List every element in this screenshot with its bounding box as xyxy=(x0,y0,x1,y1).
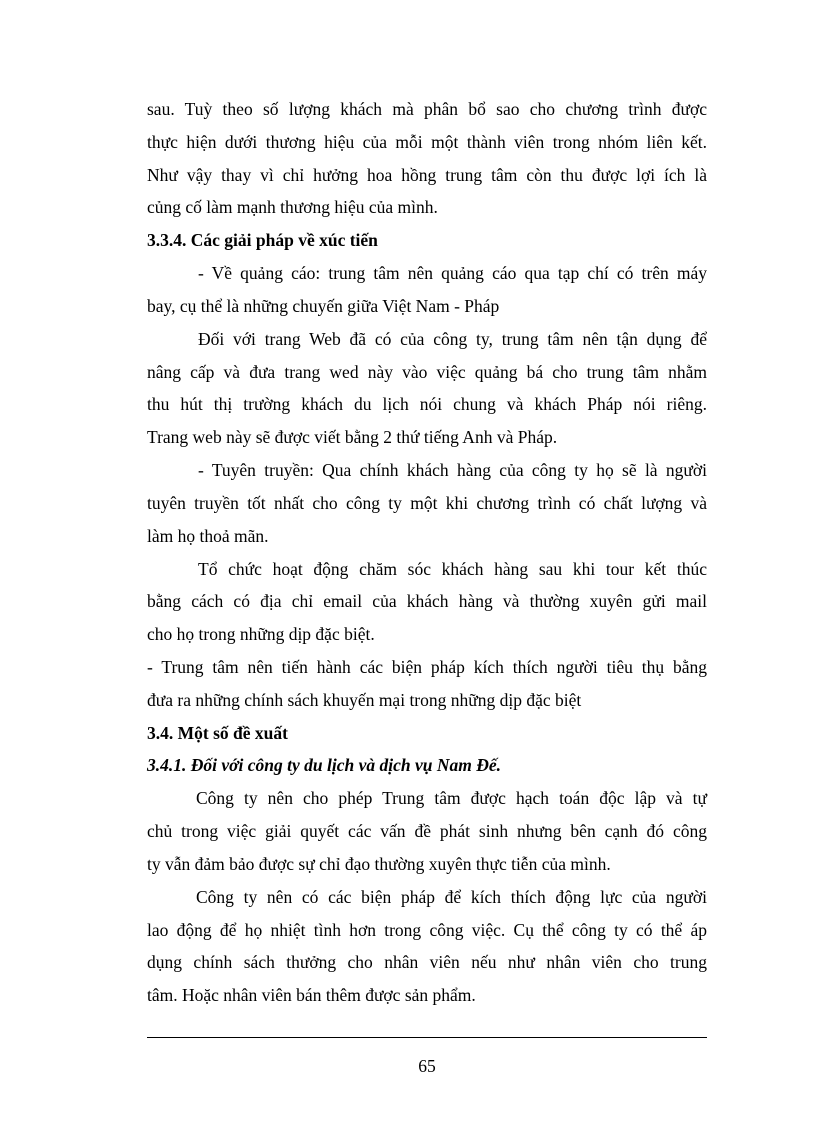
body-line: Công ty nên có các biện pháp để kích thích động lực của người xyxy=(196,887,707,907)
body-line: chủ trong việc giải quyết các vấn đề phát sinh nhưng bên cạnh đó công xyxy=(147,821,707,841)
body-line: củng cố làm mạnh thương hiệu của mình. xyxy=(147,197,438,217)
body-line: tuyên truyền tốt nhất cho công ty một khi chương trình có chất lượng và xyxy=(147,493,707,513)
body-line: thực hiện dưới thương hiệu của mỗi một thành viên trong nhóm liên kết. xyxy=(147,132,707,152)
body-line: làm họ thoả mãn. xyxy=(147,526,269,546)
section-heading-3-4: 3.4. Một số đề xuất xyxy=(147,723,288,743)
body-line: bằng cách có địa chỉ email của khách hàng và thường xuyên gửi mail xyxy=(147,591,707,611)
body-line: đưa ra những chính sách khuyến mại trong những dịp đặc biệt xyxy=(147,690,582,710)
section-heading-3-3-4: 3.3.4. Các giải pháp về xúc tiến xyxy=(147,230,378,250)
body-line: tâm. Hoặc nhân viên bán thêm được sản phẩm. xyxy=(147,985,476,1005)
body-line: - Về quảng cáo: trung tâm nên quảng cáo qua tạp chí có trên máy xyxy=(198,263,707,283)
body-line: Trang web này sẽ được viết bằng 2 thứ tiếng Anh và Pháp. xyxy=(147,427,558,447)
body-line: dụng chính sách thưởng cho nhân viên nếu như nhân viên cho trung xyxy=(147,952,707,972)
page-number: 65 xyxy=(418,1056,436,1076)
body-line: Tổ chức hoạt động chăm sóc khách hàng sau khi tour kết thúc xyxy=(198,559,707,579)
body-line: nâng cấp và đưa trang wed này vào việc quảng bá cho trung tâm nhằm xyxy=(147,362,707,382)
body-line: Công ty nên cho phép Trung tâm được hạch toán độc lập và tự xyxy=(196,788,707,808)
body-line: bay, cụ thể là những chuyến giữa Việt Nam - Pháp xyxy=(147,296,500,316)
body-line: Như vậy thay vì chỉ hưởng hoa hồng trung tâm còn thu được lợi ích là xyxy=(147,165,707,185)
body-line: thu hút thị trường khách du lịch nói chung và khách Pháp nói riêng. xyxy=(147,394,707,414)
body-line: Đối với trang Web đã có của công ty, trung tâm nên tận dụng để xyxy=(198,329,707,349)
body-line: ty vẫn đảm bảo được sự chỉ đạo thường xuyên thực tiễn của mình. xyxy=(147,854,611,874)
body-line: sau. Tuỳ theo số lượng khách mà phân bổ sao cho chương trình được xyxy=(147,99,707,119)
body-line: cho họ trong những dịp đặc biệt. xyxy=(147,624,375,644)
footer-rule xyxy=(147,1037,707,1038)
body-line: lao động để họ nhiệt tình hơn trong công việc. Cụ thể công ty có thể áp xyxy=(147,920,707,940)
body-line: - Trung tâm nên tiến hành các biện pháp kích thích người tiêu thụ bằng xyxy=(147,657,707,677)
subsection-heading-3-4-1: 3.4.1. Đối với công ty du lịch và dịch vụ Nam Đế. xyxy=(147,755,502,775)
body-line: - Tuyên truyền: Qua chính khách hàng của công ty họ sẽ là người xyxy=(198,460,707,480)
